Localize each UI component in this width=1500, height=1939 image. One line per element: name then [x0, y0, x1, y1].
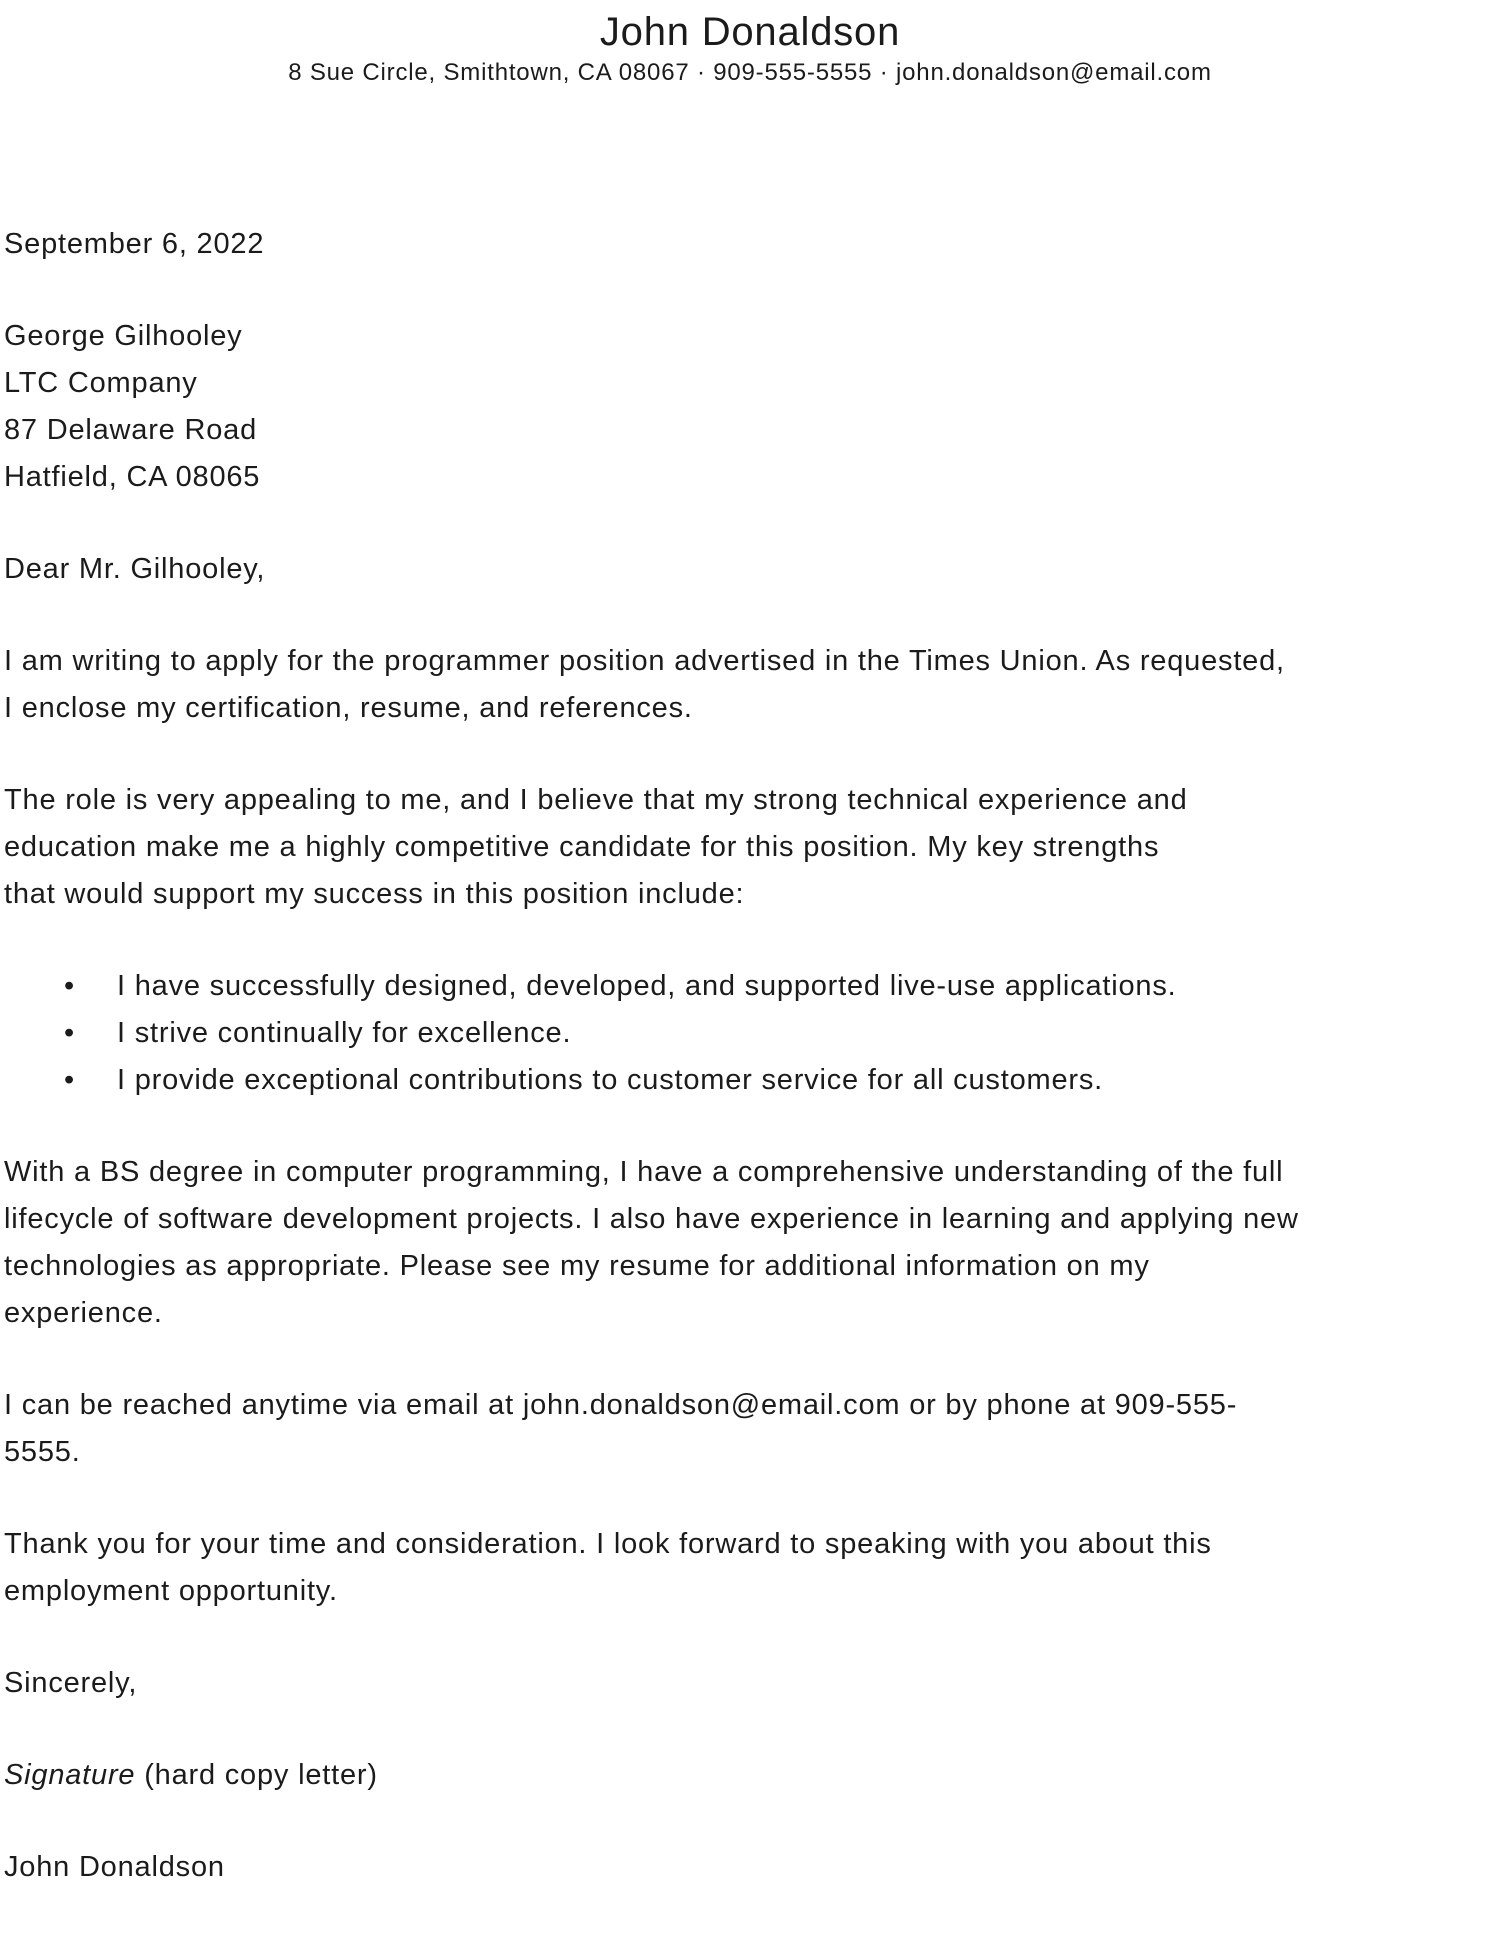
paragraph-line: technologies as appropriate. Please see my resume for additional information on my — [4, 1250, 1150, 1282]
list-item-text: I have successfully designed, developed, and supported live-use applications. — [117, 970, 1177, 1002]
paragraph-line: lifecycle of software development projects. I also have experience in learning and applying new — [4, 1203, 1299, 1235]
paragraph-line: I enclose my certification, resume, and references. — [4, 692, 693, 724]
paragraph-intro — [4, 638, 1496, 732]
list-item-text: I strive continually for excellence. — [117, 1017, 572, 1049]
signature-placeholder: Signature — [4, 1759, 136, 1791]
paragraph-line: Thank you for your time and consideration. I look forward to speaking with you about this — [4, 1528, 1212, 1560]
paragraph-line: With a BS degree in computer programming, I have a comprehensive understanding of the full — [4, 1156, 1284, 1188]
paragraph-degree — [4, 1149, 1496, 1337]
sender-contact-line: 8 Sue Circle, Smithtown, CA 08067 · 909-555-5555 · john.donaldson@email.com — [288, 59, 1212, 86]
letter-head — [4, 6, 1496, 88]
salutation: Dear Mr. Gilhooley, — [4, 553, 266, 585]
recipient-city: Hatfield, CA 08065 — [4, 461, 261, 493]
paragraph-line: that would support my success in this position include: — [4, 878, 745, 910]
letter-body — [4, 221, 1496, 1891]
paragraph-line: I can be reached anytime via email at john.donaldson@email.com or by phone at 909-555- — [4, 1389, 1238, 1421]
bullet-icon: • — [64, 970, 75, 1002]
signed-name: John Donaldson — [4, 1851, 225, 1883]
paragraph-line: I am writing to apply for the programmer position advertised in the Times Union. As requested, — [4, 645, 1285, 677]
paragraph-line: education make me a highly competitive candidate for this position. My key strengths — [4, 831, 1160, 863]
list-item — [4, 1010, 1496, 1057]
paragraph-line: employment opportunity. — [4, 1575, 338, 1607]
paragraph-line: experience. — [4, 1297, 163, 1329]
paragraph-thanks — [4, 1521, 1496, 1615]
signature-note: (hard copy letter) — [135, 1759, 378, 1791]
date-line: September 6, 2022 — [4, 228, 265, 260]
sender-name: John Donaldson — [599, 10, 901, 54]
paragraph-line: 5555. — [4, 1436, 81, 1468]
paragraph-line: The role is very appealing to me, and I believe that my strong technical experience and — [4, 784, 1188, 816]
recipient-block — [4, 313, 1496, 501]
closing-sincerely: Sincerely, — [4, 1667, 138, 1699]
list-item-text: I provide exceptional contributions to customer service for all customers. — [117, 1064, 1103, 1096]
bullet-icon: • — [64, 1064, 75, 1096]
signature-line — [4, 1752, 1496, 1799]
bullet-icon: • — [64, 1017, 75, 1049]
recipient-name: George Gilhooley — [4, 320, 243, 352]
paragraph-role — [4, 777, 1496, 918]
recipient-street: 87 Delaware Road — [4, 414, 257, 446]
strengths-list — [4, 963, 1496, 1104]
list-item — [4, 963, 1496, 1010]
paragraph-contact-info — [4, 1382, 1496, 1476]
recipient-company: LTC Company — [4, 367, 198, 399]
list-item — [4, 1057, 1496, 1104]
